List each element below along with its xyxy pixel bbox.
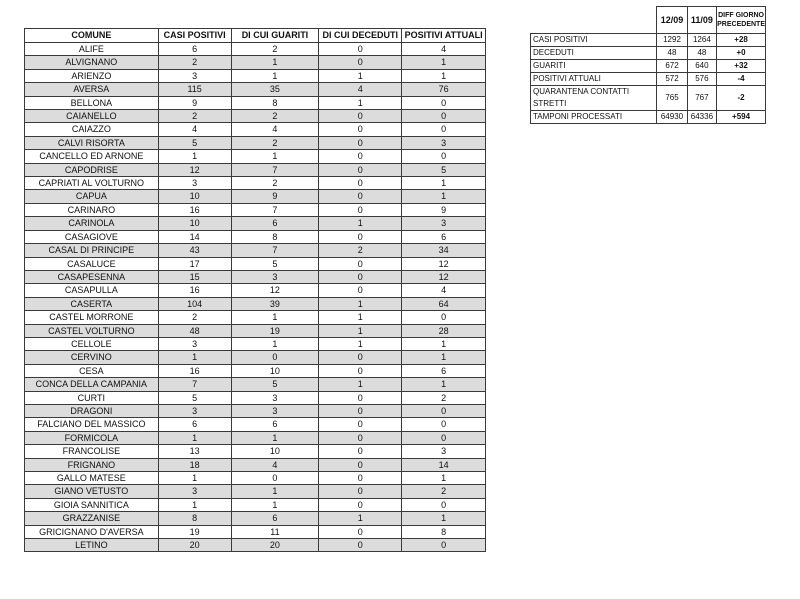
cell-casi-positivi: 16: [158, 364, 231, 377]
table-row: [25, 364, 486, 377]
table-row: [25, 445, 486, 458]
cell-positivi-attuali: 0: [402, 123, 486, 136]
cell-guariti: 5: [231, 378, 319, 391]
cell-positivi-attuali: 34: [402, 244, 486, 257]
table-row: [25, 337, 486, 350]
cell-deceduti: 0: [319, 270, 402, 283]
table-row: [25, 418, 486, 431]
cell-positivi-attuali: 0: [402, 96, 486, 109]
summary-today: 672: [657, 60, 687, 73]
cell-comune: FRANCOLISE: [25, 445, 159, 458]
table-row: [25, 69, 486, 82]
cell-positivi-attuali: 0: [402, 498, 486, 511]
summary-today: 572: [657, 73, 687, 86]
table-row: [25, 311, 486, 324]
cell-deceduti: 2: [319, 244, 402, 257]
cell-positivi-attuali: 1: [402, 378, 486, 391]
cell-positivi-attuali: 0: [402, 110, 486, 123]
cell-deceduti: 0: [319, 431, 402, 444]
cell-positivi-attuali: 8: [402, 525, 486, 538]
table-row: [25, 404, 486, 417]
table-row: [25, 244, 486, 257]
summary-label: QUARANTENA CONTATTI STRETTI: [531, 86, 657, 111]
table-row: [25, 190, 486, 203]
cell-guariti: 1: [231, 498, 319, 511]
cell-deceduti: 1: [319, 324, 402, 337]
summary-header-yesterday: 11/09: [687, 7, 716, 34]
cell-guariti: 9: [231, 190, 319, 203]
cell-positivi-attuali: 14: [402, 458, 486, 471]
summary-diff: -4: [717, 73, 766, 86]
cell-casi-positivi: 3: [158, 485, 231, 498]
cell-guariti: 1: [231, 337, 319, 350]
cell-guariti: 2: [231, 43, 319, 56]
cell-positivi-attuali: 2: [402, 485, 486, 498]
cell-guariti: 7: [231, 163, 319, 176]
cell-guariti: 20: [231, 539, 319, 552]
cell-casi-positivi: 1: [158, 472, 231, 485]
header-comune: COMUNE: [25, 29, 159, 43]
cell-comune: CELLOLE: [25, 337, 159, 350]
cell-deceduti: 1: [319, 311, 402, 324]
cell-casi-positivi: 1: [158, 150, 231, 163]
cell-deceduti: 1: [319, 337, 402, 350]
cell-comune: CASTEL MORRONE: [25, 311, 159, 324]
table-row: [25, 56, 486, 69]
summary-today: 1292: [657, 34, 687, 47]
cell-deceduti: 1: [319, 217, 402, 230]
cell-guariti: 0: [231, 351, 319, 364]
cell-guariti: 19: [231, 324, 319, 337]
cell-comune: BELLONA: [25, 96, 159, 109]
cell-positivi-attuali: 6: [402, 230, 486, 243]
summary-row: [531, 86, 766, 111]
table-row: [25, 83, 486, 96]
table-row: [25, 297, 486, 310]
header-guariti: DI CUI GUARITI: [231, 29, 319, 43]
cell-casi-positivi: 17: [158, 257, 231, 270]
cell-deceduti: 0: [319, 485, 402, 498]
cell-deceduti: 0: [319, 284, 402, 297]
cell-comune: GIANO VETUSTO: [25, 485, 159, 498]
cell-casi-positivi: 9: [158, 96, 231, 109]
summary-diff: -2: [717, 86, 766, 111]
cell-casi-positivi: 7: [158, 378, 231, 391]
cell-comune: CONCA DELLA CAMPANIA: [25, 378, 159, 391]
cell-casi-positivi: 20: [158, 539, 231, 552]
cell-positivi-attuali: 9: [402, 203, 486, 216]
cell-comune: CARINARO: [25, 203, 159, 216]
table-row: [25, 217, 486, 230]
cell-guariti: 6: [231, 418, 319, 431]
cell-comune: CAPRIATI AL VOLTURNO: [25, 177, 159, 190]
cell-comune: AVERSA: [25, 83, 159, 96]
summary-diff: +32: [717, 60, 766, 73]
summary-label: TAMPONI PROCESSATI: [531, 111, 657, 124]
summary-label: POSITIVI ATTUALI: [531, 73, 657, 86]
cell-comune: ALVIGNANO: [25, 56, 159, 69]
cell-positivi-attuali: 1: [402, 190, 486, 203]
table-row: [25, 512, 486, 525]
cell-casi-positivi: 6: [158, 43, 231, 56]
cell-casi-positivi: 1: [158, 498, 231, 511]
cell-guariti: 1: [231, 431, 319, 444]
cell-positivi-attuali: 1: [402, 351, 486, 364]
cell-guariti: 35: [231, 83, 319, 96]
cell-casi-positivi: 16: [158, 284, 231, 297]
cell-guariti: 4: [231, 458, 319, 471]
cell-guariti: 2: [231, 110, 319, 123]
summary-row: [531, 34, 766, 47]
cell-casi-positivi: 3: [158, 337, 231, 350]
summary-diff: +28: [717, 34, 766, 47]
cell-comune: GALLO MATESE: [25, 472, 159, 485]
cell-deceduti: 1: [319, 297, 402, 310]
cell-deceduti: 0: [319, 123, 402, 136]
cell-deceduti: 1: [319, 378, 402, 391]
cell-guariti: 3: [231, 391, 319, 404]
cell-casi-positivi: 5: [158, 136, 231, 149]
cell-comune: CURTI: [25, 391, 159, 404]
cell-guariti: 7: [231, 203, 319, 216]
cell-deceduti: 0: [319, 391, 402, 404]
cell-deceduti: 4: [319, 83, 402, 96]
cell-comune: CASAPULLA: [25, 284, 159, 297]
summary-label: GUARITI: [531, 60, 657, 73]
cell-comune: CAPUA: [25, 190, 159, 203]
cell-deceduti: 0: [319, 56, 402, 69]
cell-deceduti: 0: [319, 525, 402, 538]
cell-positivi-attuali: 0: [402, 418, 486, 431]
summary-diff: +594: [717, 111, 766, 124]
cell-comune: CASERTA: [25, 297, 159, 310]
cell-guariti: 3: [231, 270, 319, 283]
cell-casi-positivi: 10: [158, 217, 231, 230]
cell-comune: GIOIA SANNITICA: [25, 498, 159, 511]
table-row: [25, 485, 486, 498]
cell-casi-positivi: 4: [158, 123, 231, 136]
cell-comune: GRAZZANISE: [25, 512, 159, 525]
table-row: [25, 539, 486, 552]
cell-deceduti: 0: [319, 498, 402, 511]
cell-guariti: 2: [231, 177, 319, 190]
cell-positivi-attuali: 3: [402, 217, 486, 230]
cell-guariti: 2: [231, 136, 319, 149]
cell-deceduti: 0: [319, 177, 402, 190]
summary-yesterday: 576: [687, 73, 716, 86]
table-row: [25, 458, 486, 471]
summary-today: 64930: [657, 111, 687, 124]
cell-guariti: 1: [231, 69, 319, 82]
cell-deceduti: 1: [319, 512, 402, 525]
cell-casi-positivi: 6: [158, 418, 231, 431]
cell-guariti: 5: [231, 257, 319, 270]
cell-deceduti: 0: [319, 163, 402, 176]
cell-comune: DRAGONI: [25, 404, 159, 417]
cell-comune: CASAPESENNA: [25, 270, 159, 283]
cell-casi-positivi: 43: [158, 244, 231, 257]
cell-positivi-attuali: 1: [402, 56, 486, 69]
cell-positivi-attuali: 3: [402, 445, 486, 458]
summary-table: [530, 6, 766, 124]
cell-casi-positivi: 3: [158, 69, 231, 82]
cell-positivi-attuali: 2: [402, 391, 486, 404]
cell-casi-positivi: 115: [158, 83, 231, 96]
cell-deceduti: 0: [319, 257, 402, 270]
cell-casi-positivi: 3: [158, 177, 231, 190]
summary-today: 765: [657, 86, 687, 111]
cell-guariti: 1: [231, 485, 319, 498]
cell-casi-positivi: 16: [158, 203, 231, 216]
cell-guariti: 10: [231, 364, 319, 377]
summary-header-diff: DIFF GIORNO PRECEDENTE: [717, 7, 766, 34]
comuni-table-header: [25, 29, 486, 43]
cell-guariti: 7: [231, 244, 319, 257]
table-row: [25, 123, 486, 136]
cell-comune: CAIANELLO: [25, 110, 159, 123]
table-row: [25, 163, 486, 176]
table-row: [25, 378, 486, 391]
cell-positivi-attuali: 0: [402, 539, 486, 552]
cell-positivi-attuali: 4: [402, 284, 486, 297]
cell-casi-positivi: 2: [158, 56, 231, 69]
cell-comune: GRICIGNANO D'AVERSA: [25, 525, 159, 538]
summary-row: [531, 47, 766, 60]
cell-guariti: 0: [231, 472, 319, 485]
table-row: [25, 351, 486, 364]
cell-casi-positivi: 1: [158, 351, 231, 364]
cell-deceduti: 0: [319, 404, 402, 417]
cell-positivi-attuali: 0: [402, 311, 486, 324]
cell-positivi-attuali: 0: [402, 404, 486, 417]
cell-comune: FRIGNANO: [25, 458, 159, 471]
cell-guariti: 8: [231, 230, 319, 243]
cell-comune: CASTEL VOLTURNO: [25, 324, 159, 337]
cell-positivi-attuali: 0: [402, 431, 486, 444]
table-row: [25, 177, 486, 190]
summary-diff: +0: [717, 47, 766, 60]
header-casi-positivi: CASI POSITIVI: [158, 29, 231, 43]
table-row: [25, 150, 486, 163]
cell-positivi-attuali: 6: [402, 364, 486, 377]
cell-casi-positivi: 15: [158, 270, 231, 283]
cell-deceduti: 0: [319, 472, 402, 485]
table-row: [25, 498, 486, 511]
table-row: [25, 472, 486, 485]
cell-positivi-attuali: 76: [402, 83, 486, 96]
summary-yesterday: 767: [687, 86, 716, 111]
cell-deceduti: 0: [319, 230, 402, 243]
comuni-table: [24, 28, 486, 552]
summary-yesterday: 1264: [687, 34, 716, 47]
cell-casi-positivi: 8: [158, 512, 231, 525]
table-row: [25, 270, 486, 283]
table-row: [25, 203, 486, 216]
cell-guariti: 4: [231, 123, 319, 136]
cell-deceduti: 0: [319, 190, 402, 203]
cell-comune: LETINO: [25, 539, 159, 552]
table-row: [25, 431, 486, 444]
cell-positivi-attuali: 5: [402, 163, 486, 176]
cell-comune: FALCIANO DEL MASSICO: [25, 418, 159, 431]
cell-deceduti: 0: [319, 150, 402, 163]
cell-comune: ARIENZO: [25, 69, 159, 82]
summary-header-today: 12/09: [657, 7, 687, 34]
cell-positivi-attuali: 4: [402, 43, 486, 56]
cell-casi-positivi: 5: [158, 391, 231, 404]
cell-positivi-attuali: 64: [402, 297, 486, 310]
cell-deceduti: 1: [319, 69, 402, 82]
cell-guariti: 1: [231, 311, 319, 324]
cell-deceduti: 0: [319, 136, 402, 149]
summary-yesterday: 48: [687, 47, 716, 60]
cell-deceduti: 0: [319, 539, 402, 552]
cell-comune: CALVI RISORTA: [25, 136, 159, 149]
header-positivi-attuali: POSITIVI ATTUALI: [402, 29, 486, 43]
header-deceduti: DI CUI DECEDUTI: [319, 29, 402, 43]
cell-positivi-attuali: 12: [402, 270, 486, 283]
cell-comune: CAPODRISE: [25, 163, 159, 176]
cell-guariti: 12: [231, 284, 319, 297]
cell-comune: CAIAZZO: [25, 123, 159, 136]
table-row: [25, 96, 486, 109]
cell-casi-positivi: 104: [158, 297, 231, 310]
cell-deceduti: 0: [319, 458, 402, 471]
cell-comune: CANCELLO ED ARNONE: [25, 150, 159, 163]
table-row: [25, 43, 486, 56]
table-row: [25, 136, 486, 149]
cell-positivi-attuali: 3: [402, 136, 486, 149]
cell-guariti: 8: [231, 96, 319, 109]
cell-comune: CARINOLA: [25, 217, 159, 230]
cell-casi-positivi: 1: [158, 431, 231, 444]
cell-comune: CASAL DI PRINCIPE: [25, 244, 159, 257]
cell-deceduti: 0: [319, 351, 402, 364]
summary-yesterday: 64336: [687, 111, 716, 124]
cell-casi-positivi: 10: [158, 190, 231, 203]
cell-comune: CESA: [25, 364, 159, 377]
cell-deceduti: 0: [319, 203, 402, 216]
cell-positivi-attuali: 1: [402, 512, 486, 525]
cell-deceduti: 0: [319, 43, 402, 56]
summary-row: [531, 111, 766, 124]
cell-positivi-attuali: 1: [402, 337, 486, 350]
cell-guariti: 6: [231, 512, 319, 525]
cell-deceduti: 0: [319, 110, 402, 123]
cell-casi-positivi: 3: [158, 404, 231, 417]
table-row: [25, 257, 486, 270]
cell-casi-positivi: 12: [158, 163, 231, 176]
cell-casi-positivi: 2: [158, 311, 231, 324]
cell-casi-positivi: 18: [158, 458, 231, 471]
cell-casi-positivi: 19: [158, 525, 231, 538]
cell-positivi-attuali: 28: [402, 324, 486, 337]
cell-guariti: 1: [231, 150, 319, 163]
cell-guariti: 39: [231, 297, 319, 310]
cell-comune: CASAGIOVE: [25, 230, 159, 243]
cell-casi-positivi: 13: [158, 445, 231, 458]
cell-casi-positivi: 14: [158, 230, 231, 243]
table-row: [25, 391, 486, 404]
cell-guariti: 6: [231, 217, 319, 230]
table-row: [25, 230, 486, 243]
cell-positivi-attuali: 0: [402, 150, 486, 163]
summary-row: [531, 60, 766, 73]
summary-row: [531, 73, 766, 86]
table-row: [25, 525, 486, 538]
cell-deceduti: 0: [319, 445, 402, 458]
summary-table-header: [531, 7, 766, 34]
cell-deceduti: 0: [319, 418, 402, 431]
cell-comune: CASALUCE: [25, 257, 159, 270]
cell-casi-positivi: 48: [158, 324, 231, 337]
cell-comune: FORMICOLA: [25, 431, 159, 444]
cell-casi-positivi: 2: [158, 110, 231, 123]
cell-guariti: 3: [231, 404, 319, 417]
cell-positivi-attuali: 1: [402, 177, 486, 190]
summary-yesterday: 640: [687, 60, 716, 73]
cell-comune: ALIFE: [25, 43, 159, 56]
table-row: [25, 284, 486, 297]
cell-guariti: 1: [231, 56, 319, 69]
summary-label: CASI POSITIVI: [531, 34, 657, 47]
cell-positivi-attuali: 1: [402, 472, 486, 485]
summary-header-blank: [531, 7, 657, 34]
cell-positivi-attuali: 12: [402, 257, 486, 270]
table-row: [25, 324, 486, 337]
table-row: [25, 110, 486, 123]
summary-label: DECEDUTI: [531, 47, 657, 60]
cell-guariti: 11: [231, 525, 319, 538]
cell-positivi-attuali: 1: [402, 69, 486, 82]
cell-comune: CERVINO: [25, 351, 159, 364]
cell-deceduti: 1: [319, 96, 402, 109]
cell-guariti: 10: [231, 445, 319, 458]
cell-deceduti: 0: [319, 364, 402, 377]
summary-today: 48: [657, 47, 687, 60]
